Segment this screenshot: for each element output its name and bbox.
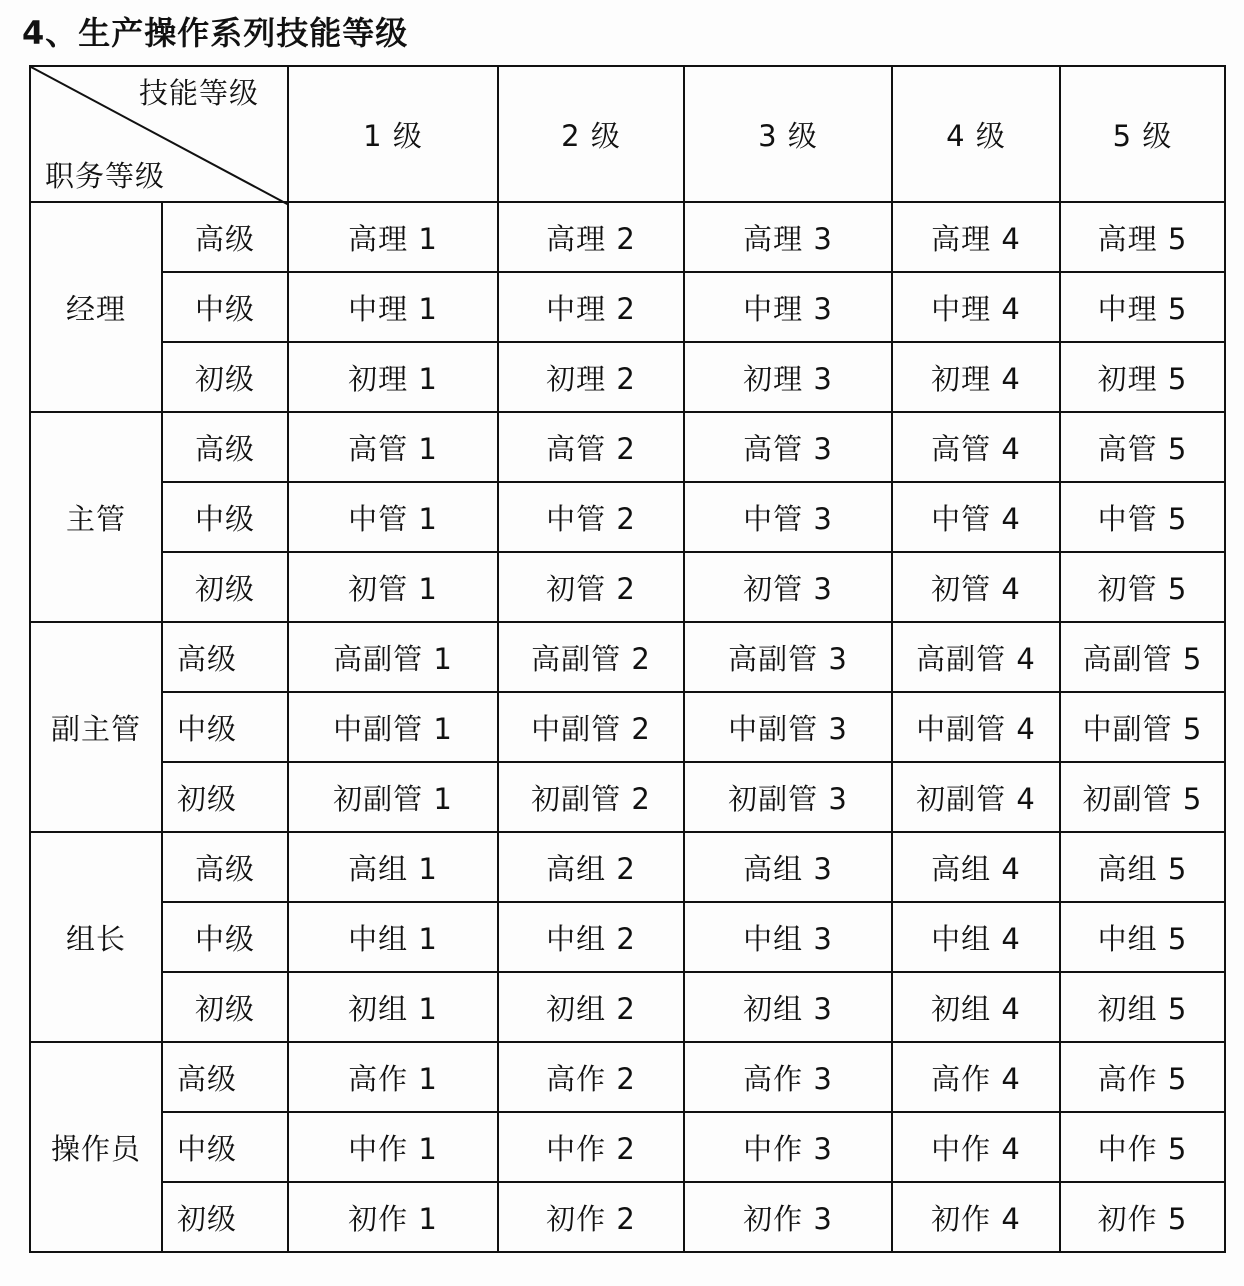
table-row <box>30 412 1225 482</box>
grade-cell: 中理 5 <box>1060 272 1225 342</box>
position-group-cell: 经理 <box>30 202 162 412</box>
grade-cell: 高组 4 <box>892 832 1060 902</box>
grade-cell: 中理 4 <box>892 272 1060 342</box>
column-header: 3 级 <box>684 66 892 202</box>
grade-cell: 中组 2 <box>498 902 684 972</box>
position-level-cell: 高级 <box>162 622 288 692</box>
column-header: 2 级 <box>498 66 684 202</box>
table-row <box>30 832 1225 902</box>
position-level-cell: 初级 <box>162 342 288 412</box>
table-row <box>30 1182 1225 1252</box>
position-level-cell: 中级 <box>162 272 288 342</box>
table-row <box>30 762 1225 832</box>
table-row <box>30 1042 1225 1112</box>
grade-cell: 高管 2 <box>498 412 684 482</box>
grade-cell: 初理 3 <box>684 342 892 412</box>
grade-cell: 中副管 3 <box>684 692 892 762</box>
table-row <box>30 1112 1225 1182</box>
grade-cell: 中管 5 <box>1060 482 1225 552</box>
grade-cell: 初作 3 <box>684 1182 892 1252</box>
grade-cell: 高理 2 <box>498 202 684 272</box>
grade-cell: 高组 1 <box>288 832 498 902</box>
grade-cell: 初作 2 <box>498 1182 684 1252</box>
grade-cell: 初理 2 <box>498 342 684 412</box>
skill-level-table <box>29 65 1226 1253</box>
grade-cell: 中副管 4 <box>892 692 1060 762</box>
position-level-cell: 高级 <box>162 202 288 272</box>
grade-cell: 中组 5 <box>1060 902 1225 972</box>
grade-cell: 高组 3 <box>684 832 892 902</box>
grade-cell: 初作 1 <box>288 1182 498 1252</box>
table-row <box>30 972 1225 1042</box>
grade-cell: 初组 1 <box>288 972 498 1042</box>
grade-cell: 高管 1 <box>288 412 498 482</box>
column-header: 4 级 <box>892 66 1060 202</box>
column-header: 1 级 <box>288 66 498 202</box>
grade-cell: 高副管 4 <box>892 622 1060 692</box>
grade-cell: 高组 5 <box>1060 832 1225 902</box>
table-row <box>30 272 1225 342</box>
position-level-cell: 初级 <box>162 552 288 622</box>
position-level-cell: 初级 <box>162 972 288 1042</box>
grade-cell: 中副管 5 <box>1060 692 1225 762</box>
grade-cell: 初组 5 <box>1060 972 1225 1042</box>
grade-cell: 初副管 2 <box>498 762 684 832</box>
grade-cell: 高副管 1 <box>288 622 498 692</box>
grade-cell: 中作 5 <box>1060 1112 1225 1182</box>
table-row <box>30 622 1225 692</box>
position-level-cell: 初级 <box>162 762 288 832</box>
position-group-cell: 主管 <box>30 412 162 622</box>
grade-cell: 高理 1 <box>288 202 498 272</box>
grade-cell: 中理 3 <box>684 272 892 342</box>
grade-cell: 中组 3 <box>684 902 892 972</box>
grade-cell: 中副管 2 <box>498 692 684 762</box>
grade-cell: 中作 2 <box>498 1112 684 1182</box>
grade-cell: 初理 1 <box>288 342 498 412</box>
grade-cell: 初作 5 <box>1060 1182 1225 1252</box>
grade-cell: 中作 4 <box>892 1112 1060 1182</box>
grade-cell: 初作 4 <box>892 1182 1060 1252</box>
grade-cell: 高副管 3 <box>684 622 892 692</box>
grade-cell: 初管 2 <box>498 552 684 622</box>
grade-cell: 初副管 3 <box>684 762 892 832</box>
page-title: 4、生产操作系列技能等级 <box>22 14 409 52</box>
grade-cell: 中副管 1 <box>288 692 498 762</box>
grade-cell: 初组 3 <box>684 972 892 1042</box>
grade-cell: 初管 5 <box>1060 552 1225 622</box>
position-level-cell: 中级 <box>162 692 288 762</box>
grade-cell: 初管 3 <box>684 552 892 622</box>
grade-cell: 初组 2 <box>498 972 684 1042</box>
position-level-cell: 中级 <box>162 902 288 972</box>
table-row <box>30 482 1225 552</box>
grade-cell: 初副管 5 <box>1060 762 1225 832</box>
grade-cell: 中理 1 <box>288 272 498 342</box>
grade-cell: 初理 4 <box>892 342 1060 412</box>
grade-cell: 初管 4 <box>892 552 1060 622</box>
grade-cell: 高作 5 <box>1060 1042 1225 1112</box>
grade-cell: 初副管 1 <box>288 762 498 832</box>
table-row <box>30 342 1225 412</box>
grade-cell: 高副管 2 <box>498 622 684 692</box>
table-row <box>30 902 1225 972</box>
grade-cell: 高副管 5 <box>1060 622 1225 692</box>
corner-header-cell <box>30 66 288 202</box>
grade-cell: 中管 1 <box>288 482 498 552</box>
table-row <box>30 202 1225 272</box>
position-level-cell: 高级 <box>162 1042 288 1112</box>
position-level-cell: 中级 <box>162 482 288 552</box>
skill-level-axis-label: 技能等级 <box>138 76 259 110</box>
position-level-cell: 高级 <box>162 832 288 902</box>
grade-cell: 中管 2 <box>498 482 684 552</box>
grade-cell: 高理 5 <box>1060 202 1225 272</box>
column-header: 5 级 <box>1060 66 1225 202</box>
grade-cell: 初管 1 <box>288 552 498 622</box>
table-row <box>30 692 1225 762</box>
grade-cell: 中管 3 <box>684 482 892 552</box>
grade-cell: 中管 4 <box>892 482 1060 552</box>
grade-cell: 高管 3 <box>684 412 892 482</box>
grade-cell: 中组 1 <box>288 902 498 972</box>
grade-cell: 初副管 4 <box>892 762 1060 832</box>
position-group-cell: 组长 <box>30 832 162 1042</box>
grade-cell: 中作 3 <box>684 1112 892 1182</box>
grade-cell: 中组 4 <box>892 902 1060 972</box>
grade-cell: 高理 4 <box>892 202 1060 272</box>
grade-cell: 高作 1 <box>288 1042 498 1112</box>
position-level-cell: 高级 <box>162 412 288 482</box>
grade-cell: 高管 4 <box>892 412 1060 482</box>
position-level-cell: 初级 <box>162 1182 288 1252</box>
table-row <box>30 552 1225 622</box>
grade-cell: 高作 4 <box>892 1042 1060 1112</box>
grade-cell: 中作 1 <box>288 1112 498 1182</box>
grade-cell: 初组 4 <box>892 972 1060 1042</box>
position-group-cell: 副主管 <box>30 622 162 832</box>
position-group-cell: 操作员 <box>30 1042 162 1252</box>
grade-cell: 高管 5 <box>1060 412 1225 482</box>
grade-cell: 高作 3 <box>684 1042 892 1112</box>
position-level-cell: 中级 <box>162 1112 288 1182</box>
grade-cell: 高作 2 <box>498 1042 684 1112</box>
grade-cell: 中理 2 <box>498 272 684 342</box>
grade-cell: 初理 5 <box>1060 342 1225 412</box>
header-row <box>30 66 1225 202</box>
position-level-axis-label: 职务等级 <box>45 159 166 193</box>
grade-cell: 高组 2 <box>498 832 684 902</box>
grade-cell: 高理 3 <box>684 202 892 272</box>
